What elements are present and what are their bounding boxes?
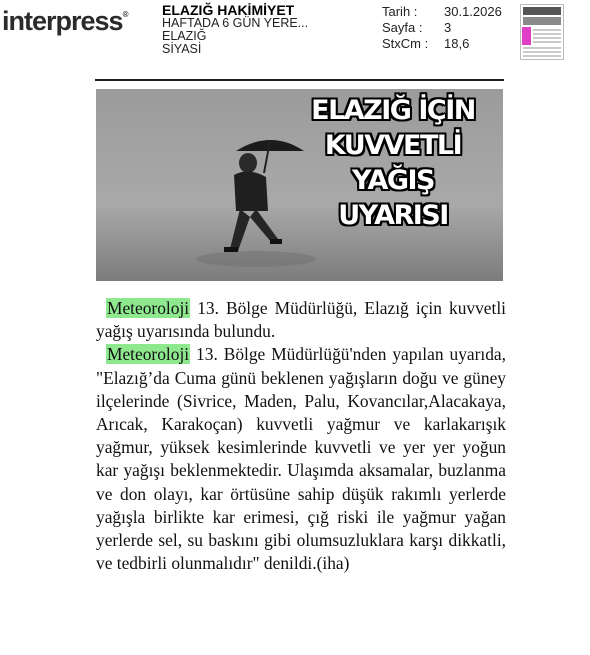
clipping-info [162,4,308,56]
date-value: 30.1.2026 [444,4,502,19]
clipping-headline: HAFTADA 6 GÜN YERE... [162,16,309,30]
highlighted-keyword: Meteoroloji [107,344,190,365]
article-body [96,297,506,575]
clipping-stats [382,4,502,52]
headline-line: ELAZIĞ İÇİN [311,95,475,126]
thumb-text-line [533,37,561,39]
headline-line: KUVVETLİ YAĞIŞ [324,130,462,196]
article-paragraph [96,297,506,343]
thumb-text-line [533,33,561,35]
thumb-text-line [523,51,561,53]
thumb-text-line [533,41,561,43]
highlighted-keyword: Meteoroloji [107,298,190,318]
page-thumbnail[interactable] [520,4,564,60]
logo-text: interpress [2,6,123,36]
article-paragraph [96,343,506,575]
page-row [382,20,502,36]
thumb-photo [523,17,561,25]
stxcm-value: 18,6 [444,36,470,51]
article-photo [96,89,503,281]
paragraph-text: 13. Bölge Müdürlüğü, Elazığ için kuvvetli yağış uyarısında bulundu. [96,298,506,342]
category: SİYASİ [162,42,202,56]
stxcm-label: StxCm : [382,36,429,51]
page-value: 3 [444,20,452,35]
headline-line: UYARISI [338,200,448,231]
thumb-article-marker [522,27,531,45]
page-label: Sayfa : [382,20,423,35]
date-row [382,4,502,20]
thumb-masthead [523,7,561,15]
paragraph-text: 13. Bölge Müdürlüğü'nden yapılan uyarıda, "Elazığ’da Cuma günü beklenen yağışların doğu ve güney ilçelerinde (Sivrice, Maden, Palu, Kovancılar,Alacakaya, Arıcak, Karakoçan) kuvvetli yağmur ve karlakarışık yağmur, yüksek kesimlerinde kuvvetli ve yer yer yoğun kar yağışı beklenmektedir. Ulaşımda aksamalar, buzlanma ve don olayı, kar örtüsüne sahip düşük rakımlı yerlerde yağışla birlikte kar erimesi, çığ riski ile yağmur yağan yerlerde sel, su baskını gibi olumsuzluklara karşı dikkatli, ve tedbirli olunmalıdır" denildi.(iha) [96,344,506,574]
thumb-text-line [533,29,561,31]
date-label: Tarih : [382,4,418,19]
city: ELAZIĞ [162,29,207,43]
stxcm-row [382,36,502,52]
thumb-text-line [523,47,561,49]
photo-headline [293,93,493,233]
thumb-text-line [523,55,561,57]
publication-name: ELAZIĞ HAKİMİYET [162,2,295,18]
interpress-logo [2,6,127,37]
header-divider [95,79,504,81]
registered-mark: ® [122,10,128,19]
